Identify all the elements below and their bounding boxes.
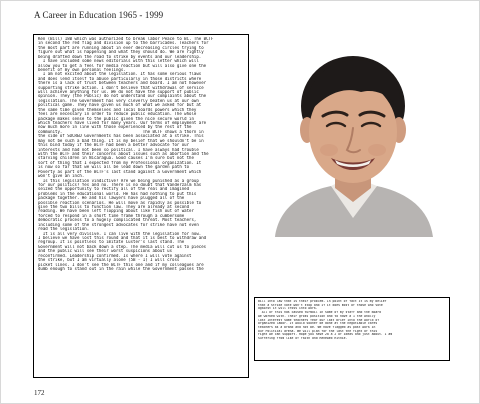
letter-line: political game. They have given us much of what we asked for but at [38,103,202,108]
letter-line: Government will not back down a step. The media will cut us to pieces [38,244,207,249]
letter-line: democratic process to a hugely complicated threat. Most teachers, [38,218,197,223]
letter-line: allow you to get a feel for media reaction but will also give one the [38,63,207,68]
letter-line: figure out what is happening and what they should do. We are rightly [38,50,204,55]
letter-line: Is this legislation vindictive? Are we being punished as a group [38,178,199,183]
letter-line: the same time given themselves and local boards powers which they [38,107,197,112]
note-line: that a strike vote won't stop and if it does most of those who vote [258,303,383,307]
letter-line: read the legislation. [38,227,90,232]
letter-line: seized the opportunity to rectify all of the real and imagined [38,187,190,192]
running-head: A Career in Education 1965 - 1999 [34,10,164,20]
note-line: lost Interest some teachers fear our last brief into the world of [258,318,380,322]
letter-line: interests and had not been so political. I have always had trouble [38,147,199,152]
letter-line: this bind today if the BCTF had been a better advocate for our [38,143,190,148]
letter-line: package together. He and his lawyers have plugged all of the [38,196,185,201]
letter-line: now much more in line with those experienced by the rest of the [38,125,192,130]
letter-line: sort of thing that I expected from my Professional organization. It [38,160,202,165]
letter-line: for our politics? Yes and no. There is no doubt that Vanderzalm has [38,182,202,187]
typed-letter-box [33,34,249,378]
letter-line: which teachers have lived for many years. Our terms of employment are [38,121,207,126]
letter-line: I have included some news editorials with this letter which will [38,59,199,64]
note-line: Fight we can support. Hope you have 2a a 2 of ideas and just about. I am [258,333,393,337]
letter-line: reconfirmed. Leadership confirmed. Is where I will vote against [38,253,192,258]
note-line: Bill into law that is their problem. In point of fact it is my belief [258,300,387,303]
letter-line: is now so far that we will all be lead down the garden path to [38,165,190,170]
letter-line: package makes sense to the public given the nice secure world in [38,116,194,121]
letter-line: and the public will see their worst suspicions about us [38,249,173,254]
letter-line: being drafted down the road to strike by events and our leadership. [38,54,202,59]
letter-line: picket lines. I don't see the BCTF this one and if my colleagues are [38,262,204,267]
letter-line: benefit of my own personal feelings. [38,67,126,72]
letter-line: I believe we have lost this round and that it is best to withdraw and [38,235,207,240]
letter-line: legislation. The Government has very cleverly beaten us at our own [38,98,199,103]
letter-line: won't give an inch. [38,174,85,179]
letter-line: the side of SOCRED Governments has been associated at a strike. This [38,134,204,139]
page-number: 172 [34,389,45,397]
note-line: our Political arena. We will plan for the last the fight of this [258,329,378,333]
letter-line: the strike, but I am virtually alone (5B - 1) I will cross [38,258,180,263]
letter-line: in second the red flag and division up to the barricades. Teachers for [38,41,209,46]
letter-line: the most part are running about in ever decreasing circles trying to [38,45,204,50]
note-line: suffering from like of faith and Renewed Rithie. [258,337,348,341]
letter-line: with the BCTF and their concerns about issues such as abortion and the [38,151,209,156]
letter-line: will achieve anything for us. We do not have the support of public [38,90,199,95]
letter-line: dumb enough to stand out in the rain while the Government passes the [38,266,204,271]
typed-note-box [254,297,450,361]
letter-line: forced to respond in a short time frame through a cumbersome [38,213,185,218]
letter-line: opinion. They (the Public) do not understand our complaints about the [38,94,207,99]
note-line: we worked with. Their gross position and to have a 1 the wholly [258,314,376,318]
note-line: teachers as a brand and not be. We have flagged as past work in [258,325,376,329]
letter-line: reading. We have been left flopping about like fish out of water [38,209,194,214]
letter-line: starving children in Nicaragua. Good causes I'm sure but not the [38,156,194,161]
note-line: against it will cross into work. [258,307,318,311]
letter-line: may not be such a bad thing. It is my belief that we shouldn't be in [38,138,204,143]
letter-line: and does lend itself to abuse particularly in those districts where [38,76,202,81]
letter-line: supporting strike action. I don't believe that withdrawal of service [38,85,204,90]
letter-line: including some of the strongest advocates for strike have not even [38,222,199,227]
letter-line: problems in the educational world. He has had nothing to put this [38,191,197,196]
letter-line: there is a lack of trust between teachers and board. I am not however [38,81,207,86]
letter-line: It is all very divisive. I can live with the legislation for now. [38,231,202,236]
letter-line: Poverty as part of the BCTF's last stand against a Government which [38,169,202,174]
note-line: All of this has caused turmoil in some of my staff and the Board [258,311,381,315]
letter-line: feel are necessary in order to reduce public education. The whole [38,112,197,117]
letter-line: possible reaction scenarios. He will move as rapidly as possible to [38,200,202,205]
letter-line: regroup. It is pointless to imitate Custer's last stand. The [38,240,185,245]
portrait-photo [265,42,442,237]
note-line: organized labor. It would sooner be done at the negotiable cares [258,322,378,326]
letter-line: community. The BCTF shows a thorn in [38,129,204,134]
letter-line: Ken (Bill) 180 which was authorized to break labor Peace to BC. The BCTF [38,37,214,41]
letter-line: I am not excited about the legislation. It has some serious flaws [38,72,202,77]
letter-line: give the two bills to function law. They are already at second [38,205,190,210]
